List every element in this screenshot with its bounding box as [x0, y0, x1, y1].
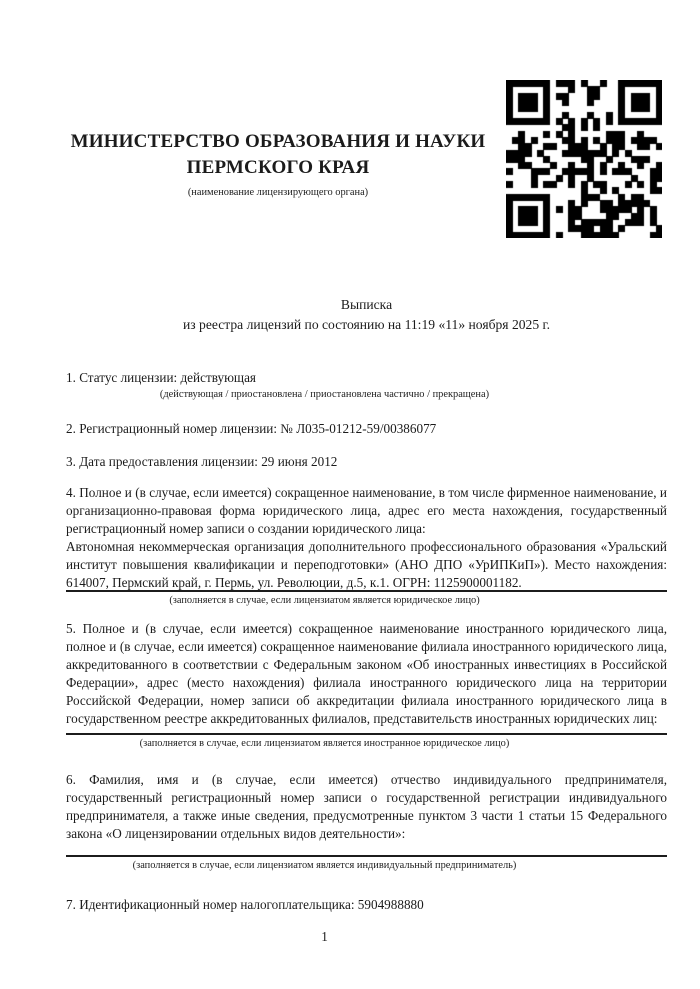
ministry-name-line2: ПЕРМСКОГО КРАЯ: [186, 157, 370, 178]
foreign-entity-caption: (заполняется в случае, если лицензиатом является иностранное юридическое лицо): [139, 738, 510, 749]
legal-entity-item: [66, 484, 667, 592]
foreign-entity-item: 5. Полное и (в случае, если имеется) сокращенное наименование иностранного юридического лица, полное и (в случае, если имеется) сокращенное наименование филиала иностранного юридического лица, аккредитованного в соответствии с Федеральным законом «Об иностранных инвестициях в Российской Федерации», адрес (место нахождения) филиала иностранного юридического лица на территории Российской Федерации, номер записи об аккредитации филиала иностранного юридического лица в государственном реестре аккредитованных филиалов, представительств иностранных юридических лиц:: [66, 621, 667, 726]
license-number-item: 2. Регистрационный номер лицензии: № Л035-01212-59/00386077: [66, 421, 437, 436]
extract-subtitle: из реестра лицензий по состоянию на 11:19 «11» ноября 2025 г.: [182, 317, 550, 332]
extract-title: Выписка: [340, 297, 393, 312]
entrepreneur-item: 6. Фамилия, имя и (в случае, если имеется) отчество индивидуального предпринимателя, государственный регистрационный номер записи о государственной регистрации индивидуального предпринимателя, а также иные сведения, предусмотренные пунктом 3 части 1 статьи 15 Федерального закона «О лицензировании отдельных видов деятельности»:: [66, 772, 667, 841]
page-number: 1: [321, 929, 328, 944]
license-status-item: 1. Статус лицензии: действующая: [66, 370, 257, 385]
license-status-options-caption: (действующая / приостановлена / приостановлена частично / прекращена): [159, 389, 490, 400]
legal-entity-caption: (заполняется в случае, если лицензиатом является юридическое лицо): [169, 595, 480, 606]
entrepreneur-caption: (заполняется в случае, если лицензиатом является индивидуальный предприниматель): [132, 860, 517, 871]
legal-entity-label: 4. Полное и (в случае, если имеется) сокращенное наименование, в том числе фирменное наименование, и организационно-правовая форма юридического лица, адрес его места нахождения, государственный регистрационный номер записи о создании юридического лица:: [66, 485, 667, 536]
licensing-authority-caption: (наименование лицензирующего органа): [187, 187, 369, 198]
licensing-authority-header: [66, 129, 490, 199]
foreign-entity-answer-line: [66, 733, 667, 750]
taxpayer-id-item: 7. Идентификационный номер налогоплательщика: 5904988880: [66, 897, 424, 912]
license-grant-date-item: 3. Дата предоставления лицензии: 29 июня 2012: [66, 454, 338, 469]
legal-entity-value: Автономная некоммерческая организация дополнительного профессионального образования «Уральский институт повышения квалификации и переподготовки» (АНО ДПО «УрИПКиП»). Место нахождения: 614007, Пермский край, г. Пермь, ул. Революции, д.5, к.1. ОГРН: 1125900001182.: [66, 539, 667, 590]
extract-title-block: [66, 295, 667, 335]
ministry-name-line1: МИНИСТЕРСТВО ОБРАЗОВАНИЯ И НАУКИ: [70, 131, 486, 152]
qr-code: [506, 80, 662, 238]
entrepreneur-answer-line: [66, 855, 667, 872]
legal-entity-answer-line: [66, 590, 667, 607]
